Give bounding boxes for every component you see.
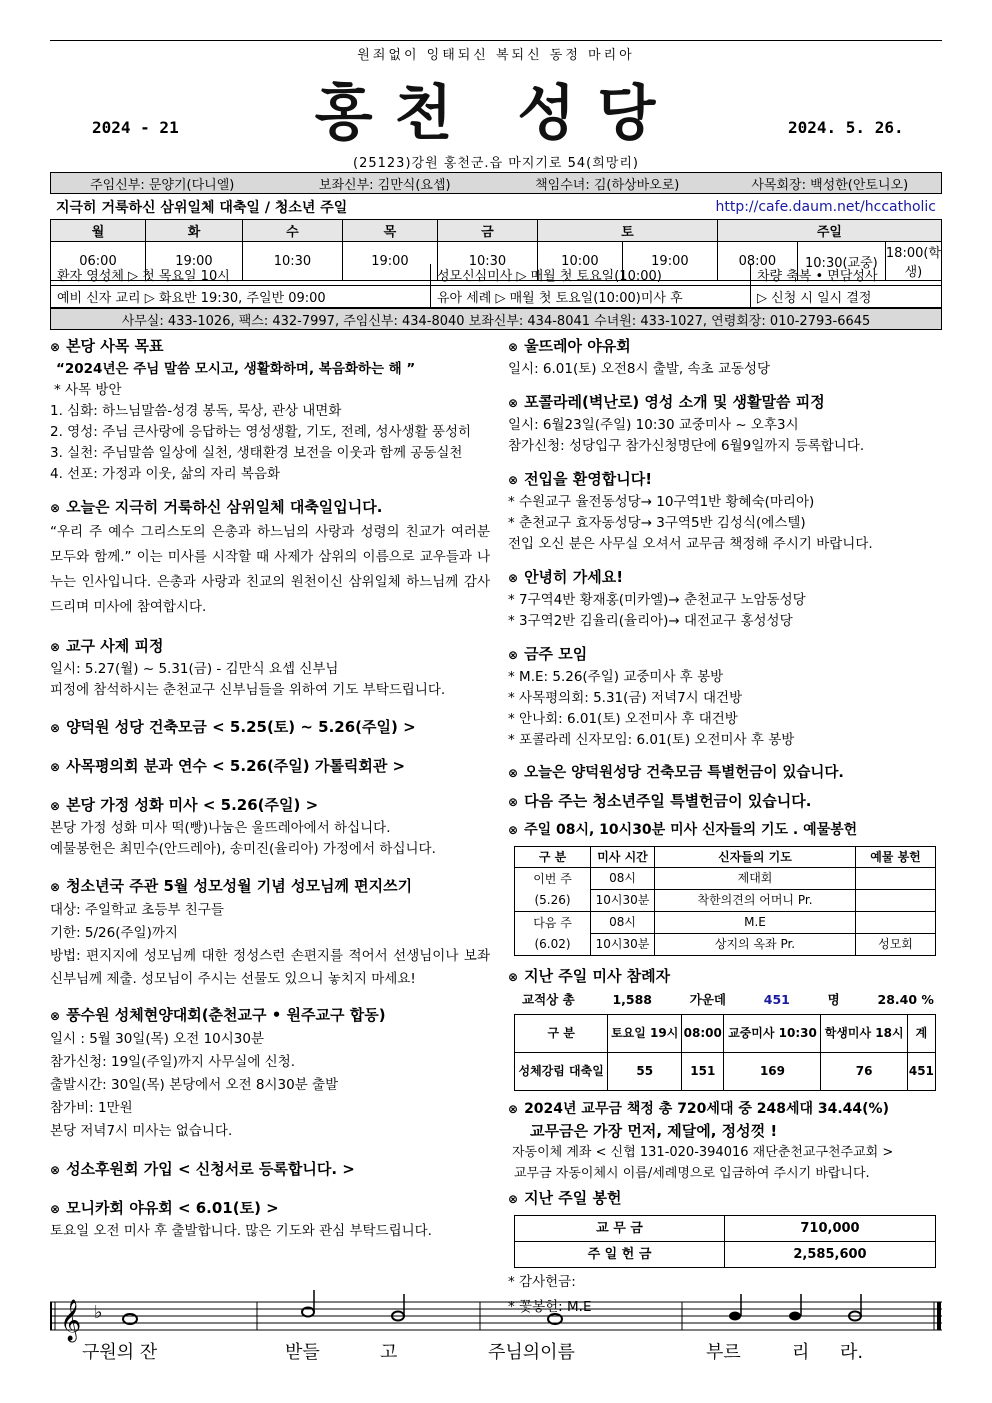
ultreya-date: 일시: 6.01(토) 오전8시 출발, 속초 교동성당 [508, 361, 771, 377]
mass-time: 19:00 [342, 242, 437, 281]
section-title: ⊗ 안녕히 가세요! [508, 568, 624, 586]
prayer-head: 미사 시간 [591, 847, 655, 868]
lyric: 주님의이름 [488, 1342, 575, 1363]
prayer-head: 예물 봉헌 [856, 847, 936, 868]
lyric: 리 [792, 1342, 810, 1363]
section-title: ⊗ 지난 주일 봉헌 [508, 1189, 622, 1207]
info-cell: 환자 영성체 ▷ 첫 목요일 10시 [51, 264, 431, 285]
focolare-date: 일시: 6월23일(주일) 10:30 교중미사 ~ 오후3시 [508, 417, 799, 433]
family-mass-l1: 본당 가정 성화 미사 떡(빵)나눔은 울뜨레아에서 하십니다. [50, 820, 391, 836]
att-head: 교중미사 10:30 [724, 1015, 821, 1053]
section-title: ⊗ 주일 08시, 10시30분 미사 신자들의 기도 . 예물봉헌 [508, 822, 858, 838]
list-item: * 3구역2반 김율리(율리아)→ 대전교구 홍성성당 [508, 613, 793, 629]
tagline: 원죄없이 잉태되신 복되신 동정 마리아 [357, 48, 635, 63]
list-item: 전입 오신 분은 사무실 오셔서 교무금 책정해 주시기 바랍니다. [508, 536, 873, 552]
list-item: * 사목평의회: 5.31(금) 저녁7시 대건방 [508, 690, 743, 706]
trinity-text: “우리 주 예수 그리스도의 은총과 하느님의 사랑과 성령의 친교가 여러분 모두와 함께.” 이는 미사를 시작할 때 사제가 삼위의 이름으로 교우들과 나누는 인사입니다. 은총과 사랑과 친교의 원천이신 삼위일체 하느님께 감사드리며 미사에 참여합시다. [50, 524, 490, 615]
list-item: * 춘천교구 효자동성당→ 3구역5반 김성식(에스텔) [508, 515, 806, 531]
day-tue: 화 [145, 220, 242, 242]
lyric: 부르 [706, 1342, 741, 1363]
list-item: * 7구역4반 황재홍(미카엘)→ 춘천교구 노암동성당 [508, 592, 806, 608]
lyric: 고 [380, 1342, 398, 1363]
treble-clef-icon: 𝄞 [60, 1300, 82, 1341]
section-marker-icon: ⊗ [50, 1202, 61, 1216]
congress-line: 참가비: 1만원 [50, 1100, 133, 1116]
section-marker-icon: ⊗ [50, 340, 61, 354]
list-item: * 수원교구 율전동성당→ 10구역1반 황혜숙(마리아) [508, 494, 815, 510]
section-title: ⊗ 모니카회 야유회 < 6.01(토) > [50, 1199, 279, 1217]
offer-label: 교 무 금 [515, 1216, 725, 1242]
list-item: * M.E: 5.26(주일) 교중미사 후 봉방 [508, 669, 724, 685]
address: (25123)강원 홍천군.읍 마지기로 54(희망리) [353, 156, 639, 171]
prayer-cell: 08시 [591, 868, 655, 890]
att-sum-total: 1,588 [612, 992, 652, 1007]
section-marker-icon: ⊗ [508, 766, 519, 780]
prayer-cell: 제대회 [655, 868, 856, 890]
section-marker-icon: ⊗ [508, 473, 519, 487]
offer-value: 710,000 [725, 1216, 936, 1242]
section-marker-icon: ⊗ [508, 396, 519, 410]
section-marker-icon: ⊗ [50, 501, 61, 515]
table-row [515, 1216, 936, 1242]
prayer-week: 다음 주 (6.02) [515, 912, 591, 956]
day-mon: 월 [51, 220, 146, 242]
att-head: 계 [907, 1015, 935, 1053]
att-cell: 151 [682, 1053, 724, 1091]
section-title: ⊗ 본당 사목 목표 [50, 337, 164, 355]
section-marker-icon: ⊗ [508, 571, 519, 585]
attendance-summary [508, 989, 942, 1010]
table-row [515, 1053, 936, 1091]
day-wed: 수 [242, 220, 342, 242]
day-thu: 목 [342, 220, 437, 242]
mass-time: 10:00 [537, 242, 622, 281]
att-head: 토요일 19시 [608, 1015, 682, 1053]
table-row [515, 1242, 936, 1268]
pastoral-sub: * 사목 방안 [54, 382, 122, 398]
section-marker-icon: ⊗ [508, 795, 519, 809]
section-title: ⊗ 본당 가정 성화 미사 < 5.26(주일) > [50, 796, 319, 814]
section-title: ⊗ 2024년 교무금 책정 총 720세대 중 248세대 34.44(%) [508, 1101, 889, 1117]
section-marker-icon: ⊗ [508, 823, 519, 837]
attendance-table [514, 1014, 936, 1091]
section-title: ⊗ 금주 모임 [508, 645, 588, 663]
monica-note: 토요일 오전 미사 후 출발합니다. 많은 기도와 관심 부탁드립니다. [50, 1223, 432, 1239]
mass-time: 10:30(교중) [797, 242, 885, 281]
congress-line: 출발시간: 30일(목) 본당에서 오전 8시30분 출발 [50, 1077, 339, 1093]
staff-sister: 책임수녀: 김(하상바오로) [535, 177, 680, 193]
mass-days-row [51, 220, 942, 242]
retreat-date: 일시: 5.27(월) ~ 5.31(금) - 김만식 요셉 신부님 [50, 661, 339, 677]
section-marker-icon: ⊗ [508, 970, 519, 984]
tithe-note: 교무금 자동이체시 이름/세례명으로 입금하여 주시기 바랍니다. [514, 1166, 870, 1181]
section-title: ⊗ 오늘은 지극히 거룩하신 삼위일체 대축일입니다. [50, 498, 383, 516]
att-head: 구 분 [515, 1015, 608, 1053]
info-cell: 성모신심미사 ▷ 매월 첫 토요일(10:00) [431, 264, 751, 285]
staff-council: 사목회장: 백성한(안토니오) [751, 177, 909, 193]
offer-value: 2,585,600 [725, 1242, 936, 1268]
lyrics [50, 1338, 942, 1366]
issue-number: 2024 - 21 [92, 118, 179, 137]
table-row [515, 912, 936, 934]
note-icon [729, 1312, 741, 1321]
congress-line: 참가신청: 19일(주일)까지 사무실에 신청. [50, 1054, 296, 1070]
list-item: 1. 심화: 하느님말씀-성경 봉독, 묵상, 관상 내면화 [50, 403, 342, 419]
prayer-cell: M.E [655, 912, 856, 934]
section-marker-icon: ⊗ [50, 799, 61, 813]
section-marker-icon: ⊗ [508, 1192, 519, 1206]
mass-time: 10:30 [242, 242, 342, 281]
att-sum-rate: 28.40 % [877, 992, 934, 1007]
letter-deadline: 기한: 5/26(주일)까지 [50, 925, 178, 941]
section-title: ⊗ 사목평의회 분과 연수 < 5.26(주일) 가톨릭회관 > [50, 757, 406, 775]
mass-time: 18:00(학생) [885, 242, 941, 281]
lyric: 구원의 잔 [82, 1342, 158, 1363]
list-item: * 포콜라레 신자모임: 6.01(토) 오전미사 후 봉방 [508, 732, 795, 748]
att-cell: 169 [724, 1053, 821, 1091]
issue-date: 2024. 5. 26. [788, 118, 904, 137]
prayer-cell: 08시 [591, 912, 655, 934]
att-cell: 55 [608, 1053, 682, 1091]
section-marker-icon: ⊗ [50, 760, 61, 774]
info-row-1 [50, 264, 942, 286]
mass-time: 19:00 [622, 242, 717, 281]
section-title: ⊗ 풍수원 성체현양대회(춘천교구 • 원주교구 합동) [50, 1006, 386, 1024]
section-title: ⊗ 성소후원회 가입 < 신청서로 등록합니다. > [50, 1160, 355, 1178]
day-sun: 주일 [717, 220, 941, 242]
offer-label: 주 일 헌 금 [515, 1242, 725, 1268]
info-cell: 유아 세례 ▷ 매월 첫 토요일(10:00)미사 후 [431, 286, 751, 307]
mass-time: 06:00 [51, 242, 146, 281]
section-marker-icon: ⊗ [50, 1163, 61, 1177]
att-sum-count: 451 [763, 992, 790, 1007]
section-marker-icon: ⊗ [50, 1009, 61, 1023]
info-cell: ▷ 신청 시 일시 결정 [757, 291, 872, 306]
att-head: 학생미사 18시 [821, 1015, 907, 1053]
section-marker-icon: ⊗ [50, 721, 61, 735]
section-title: ⊗ 청소년국 주관 5월 성모성월 기념 성모님께 편지쓰기 [50, 877, 413, 895]
offering-table [514, 1215, 936, 1268]
contact-bar: 사무실: 433-1026, 팩스: 432-7997, 주임신부: 434-8040 보좌신부: 434-8041 수녀원: 433-1027, 연령회장: 010-2793-6645 [50, 308, 942, 330]
att-sum-unit: 명 [827, 992, 840, 1007]
staff-assistant: 보좌신부: 김만식(요셉) [318, 177, 451, 193]
section-marker-icon: ⊗ [50, 640, 61, 654]
mass-time: 19:00 [145, 242, 242, 281]
day-sat: 토 [537, 220, 717, 242]
section-title: ⊗ 오늘은 양덕원성당 건축모금 특별헌금이 있습니다. [508, 765, 844, 781]
list-item: 2. 영성: 주님 큰사랑에 응답하는 영성생활, 기도, 전례, 성사생활 풍성히 [50, 424, 472, 440]
section-title: ⊗ 양덕원 성당 건축모금 < 5.25(토) ~ 5.26(주일) > [50, 718, 416, 736]
prayer-cell [856, 890, 936, 912]
att-cell: 451 [907, 1053, 935, 1091]
focolare-apply: 참가신청: 성당입구 참가신청명단에 6월9일까지 등록합니다. [508, 438, 865, 454]
prayer-cell: 착한의견의 어머니 Pr. [655, 890, 856, 912]
note-icon [789, 1312, 801, 1321]
mass-time: 10:30 [437, 242, 537, 281]
section-title: ⊗ 지난 주일 미사 참례자 [508, 967, 671, 985]
info-cell: 차량 축복 • 면담성사 [757, 269, 878, 284]
section-title: ⊗ 울뜨레아 야유회 [508, 337, 631, 355]
mass-time: 08:00 [717, 242, 797, 281]
tithe-slogan: 교무금은 가장 먼저, 제달에, 정성껏 ! [530, 1122, 778, 1140]
prayer-cell: 10시30분 [591, 934, 655, 956]
church-title: 홍천 성당 [314, 79, 678, 149]
table-row [515, 868, 936, 890]
info-cell: 예비 신자 교리 ▷ 화요반 19:30, 주일반 09:00 [51, 286, 431, 307]
day-fri: 금 [437, 220, 537, 242]
theme-bar [50, 196, 942, 218]
thanks-offering: * 감사헌금: [508, 1274, 576, 1290]
right-column [508, 334, 942, 1318]
lyric: 받들 [285, 1342, 320, 1363]
feast-title: 지극히 거룩하신 삼위일체 대축일 / 청소년 주일 [56, 200, 348, 216]
staff-bar [50, 172, 942, 194]
att-sum-label: 교적상 총 [522, 992, 575, 1007]
att-head: 08:00 [682, 1015, 724, 1053]
congress-line: 일시 : 5월 30일(목) 오전 10시30분 [50, 1031, 265, 1047]
congress-line: 본당 저녁7시 미사는 없습니다. [50, 1123, 233, 1139]
staff-pastor: 주임신부: 문양기(다니엘) [90, 177, 235, 193]
list-item: * 안나회: 6.01(토) 오전미사 후 대건방 [508, 711, 738, 727]
retreat-note: 피정에 참석하시는 춘천교구 신부님들을 위하여 기도 부탁드립니다. [50, 682, 446, 698]
prayer-head: 신자들의 기도 [655, 847, 856, 868]
flower-offering: * 꽃봉헌: M.E [508, 1299, 592, 1315]
tithe-account: 자동이체 계좌 < 신협 131-020-394016 재단춘천교구천주교회 > [512, 1145, 894, 1160]
prayer-week: 이번 주 (5.26) [515, 868, 591, 912]
section-marker-icon: ⊗ [508, 648, 519, 662]
prayer-head: 구 분 [515, 847, 591, 868]
prayer-cell: 상지의 옥좌 Pr. [655, 934, 856, 956]
att-cell: 76 [821, 1053, 907, 1091]
cafe-link[interactable]: http://cafe.daum.net/hccatholic [715, 199, 936, 215]
lyric: 라. [840, 1342, 864, 1363]
left-column [50, 334, 490, 1242]
att-cell: 성체강림 대축일 [515, 1053, 608, 1091]
info-row-2 [50, 286, 942, 308]
prayer-cell [856, 912, 936, 934]
prayer-head-row [515, 847, 936, 868]
list-item: 3. 실천: 주님말씀 일상에 실천, 생태환경 보전을 이웃과 함께 공동실천 [50, 445, 463, 461]
section-marker-icon: ⊗ [508, 340, 519, 354]
family-mass-l2: 예물봉헌은 최민수(안드레아), 송미진(율리아) 가정에서 하십니다. [50, 841, 436, 857]
att-head-row [515, 1015, 936, 1053]
section-title: ⊗ 다음 주는 청소년주일 특별헌금이 있습니다. [508, 792, 812, 810]
letter-target: 대상: 주일학교 초등부 친구들 [50, 902, 224, 918]
section-marker-icon: ⊗ [508, 1102, 519, 1116]
prayer-cell: 성모회 [856, 934, 936, 956]
section-marker-icon: ⊗ [50, 880, 61, 894]
letter-method: 방법: 편지지에 성모님께 대한 정성스런 손편지를 적어서 선생님이나 보좌신부님께 제출. 성모님이 주시는 선물도 있으니 놓치지 마세요! [50, 948, 490, 987]
section-title: ⊗ 포콜라레(벽난로) 영성 소개 및 생활말씀 피정 [508, 393, 825, 411]
section-title: ⊗ 교구 사제 피정 [50, 637, 164, 655]
flat-icon: ♭ [94, 1302, 103, 1323]
section-title: ⊗ 전입을 환영합니다! [508, 470, 653, 488]
prayer-cell: 10시30분 [591, 890, 655, 912]
att-sum-mid: 가운데 [689, 992, 726, 1007]
prayer-cell [856, 868, 936, 890]
list-item: 4. 선포: 가정과 이웃, 삶의 자리 복음화 [50, 466, 281, 482]
pastoral-motto: “2024년은 주님 말씀 모시고, 생활화하며, 복음화하는 해 ” [56, 361, 416, 377]
prayer-table [514, 846, 936, 956]
top-rule [50, 40, 942, 41]
